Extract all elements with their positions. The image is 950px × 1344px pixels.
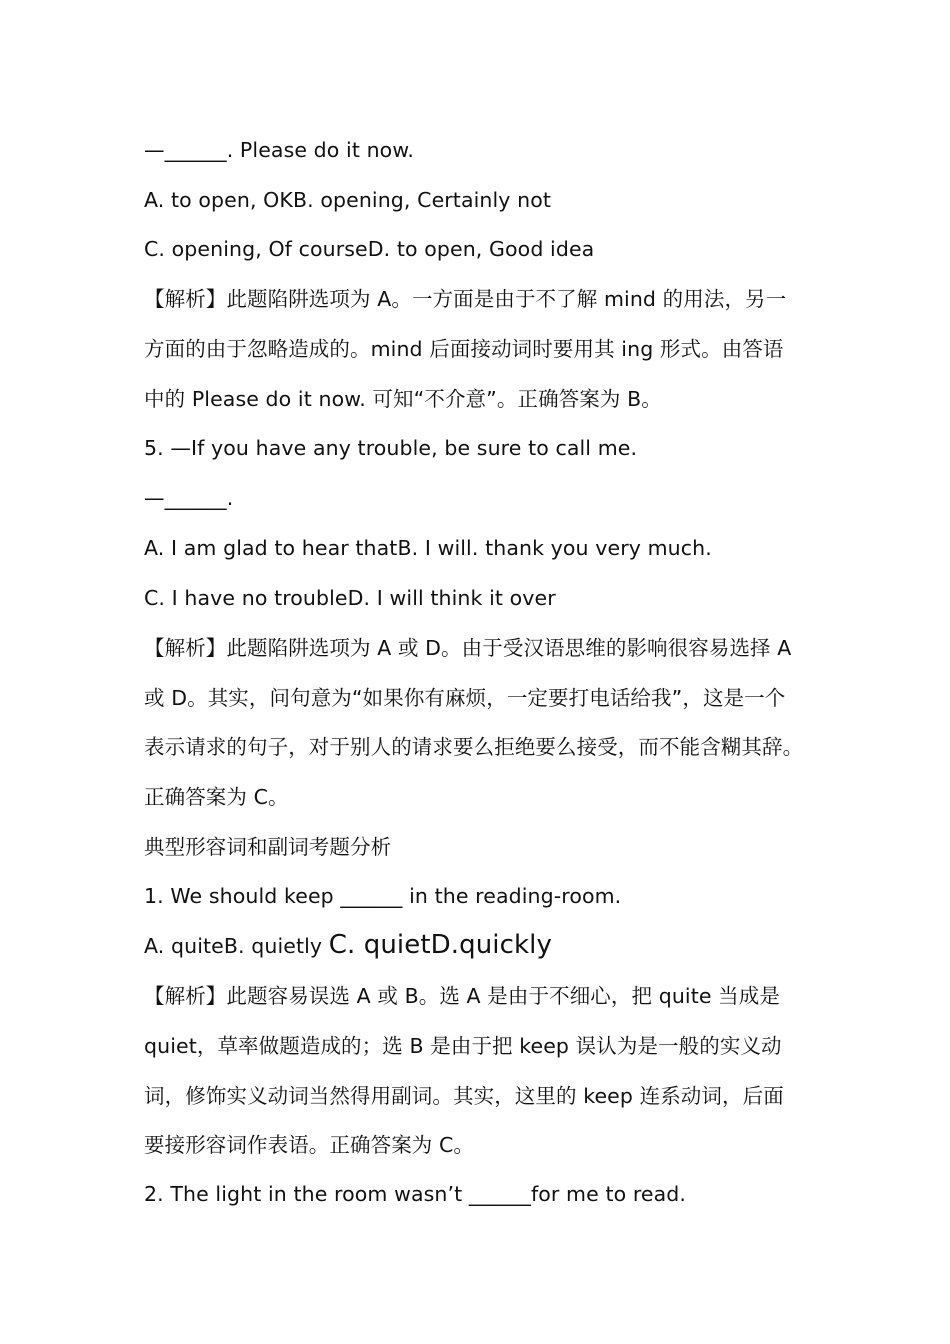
options-line-cd: C. opening, Of courseD. to open, Good idea [144,237,595,261]
section-heading: 典型形容词和副词考题分析 [144,835,392,859]
answer-blank-line: —______. [144,486,234,510]
analysis-line: 或 D。其实，问句意为“如果你有麻烦，一定要打电话给我”，这是一个 [144,686,786,710]
options-line-abcd [144,930,844,961]
question-5: 5. —If you have any trouble, be sure to call me. [144,436,638,460]
analysis-line: 要接形容词作表语。正确答案为 C。 [144,1133,475,1157]
options-part-cd: C. quietD.quickly [328,930,552,960]
analysis-line: 【解析】此题陷阱选项为 A。一方面是由于不了解 mind 的用法，另一 [144,287,787,311]
analysis-line: 方面的由于忽略造成的。mind 后面接动词时要用其 ing 形式。由答语 [144,337,784,361]
analysis-line: 【解析】此题容易误选 A 或 B。选 A 是由于不细心，把 quite 当成是 [144,984,780,1008]
options-part-ab: A. quiteB. quietly [144,934,329,958]
question-1: 1. We should keep ______ in the reading-room. [144,884,622,908]
analysis-line: 表示请求的句子，对于别人的请求要么拒绝要么接受，而不能含糊其辞。 [144,735,804,759]
analysis-line: 词，修饰实义动词当然得用副词。其实，这里的 keep 连系动词，后面 [144,1084,784,1108]
analysis-line: 正确答案为 C。 [144,785,289,809]
question-2: 2. The light in the room wasn’t ______for me to read. [144,1182,687,1206]
analysis-line: quiet，草率做题造成的；选 B 是由于把 keep 误认为是一般的实义动 [144,1034,782,1058]
options-line-ab: A. to open, OKB. opening, Certainly not [144,188,552,212]
options-line-ab: A. I am glad to hear thatB. I will. thank you very much. [144,536,712,560]
answer-blank-line: —______. Please do it now. [144,138,414,162]
analysis-line: 中的 Please do it now. 可知“不介意”。正确答案为 B。 [144,387,662,411]
analysis-line: 【解析】此题陷阱选项为 A 或 D。由于受汉语思维的影响很容易选择 A [144,636,792,660]
options-line-cd: C. I have no troubleD. I will think it over [144,586,556,610]
